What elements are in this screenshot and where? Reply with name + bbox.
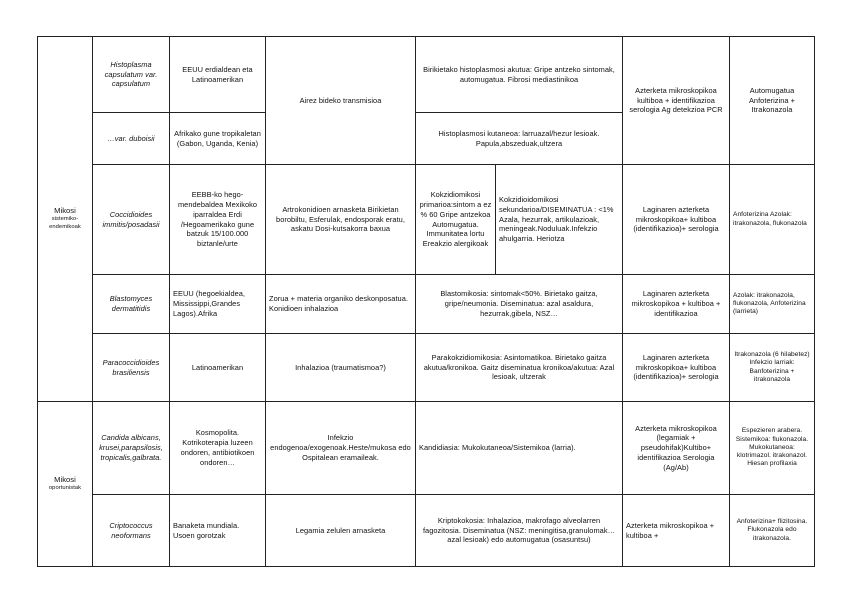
table-row — [38, 402, 815, 495]
diagnosis-cell: Laginaren azterketa mikroskopikoa+ kultiboa (identifikazioa)+ serologia — [623, 165, 730, 275]
treatment-cell: Itrakonazola (6 hilabetez) Infekzio larriak: Banfoterizina + itrakonazola — [730, 334, 815, 402]
clinic-primary-cell: Kokzidiomikosi primarioa:sintom a ez % 60 Gripe antzekoa Automugatua. Immunitatea lortu Ereakzio alergikoak — [416, 165, 496, 275]
diagnosis-cell: Azterketa mikroskopikoa (legamiak + pseudohifak)Kultibo+ identifikazioa Serologia (Ag/Ab) — [623, 402, 730, 495]
treatment-cell: Espezieren arabera. Sistemikoa: flukonazola. Mukokutaneoa: klotrimazol. itrakonazol. Hiesan profilaxia — [730, 402, 815, 495]
clinic-secondary-cell: Kokzidioidomikosi sekundarioa/DISEMINATUA : <1% Azala, hezurrak, artikulazioak, meningeak.Noduluak.Infekzio ahulgarria. Heriotza — [496, 165, 623, 275]
organism-cell: Histoplasma capsulatum var. capsulatum — [93, 37, 170, 113]
clinic-cell: Kandidiasia: Mukokutaneoa/Sistemikoa (larria). — [416, 402, 623, 495]
mycoses-table — [37, 36, 815, 567]
geography-cell: EEUU (hegoekialdea, Mississippi,Grandes Lagos).Afrika — [170, 275, 266, 334]
clinic-cell: Kriptokokosia: Inhalazioa, makrofago alveolarren fagozitosia. Diseminatua (NSZ: meningitisa,granulomak… azal lesioak) edo automugatua (osasuntsu) — [416, 495, 623, 567]
clinic-cell: Histoplasmosi kutaneoa: larruazal/hezur lesioak. Papula,abszeduak,ultzera — [416, 113, 623, 165]
treatment-cell: Azolak: itrakonazola, flukonazola, Anfoterizina (larrieta) — [730, 275, 815, 334]
table-row — [38, 275, 815, 334]
geography-cell: EEUU erdialdean eta Latinoamerikan — [170, 37, 266, 113]
group-label: Mikosi — [54, 475, 76, 485]
geography-cell: Afrikako gune tropikaletan (Gabon, Uganda, Kenia) — [170, 113, 266, 165]
group-sublabel: oportunistak — [48, 485, 82, 492]
group-cell — [38, 37, 93, 402]
geography-cell: Latinoamerikan — [170, 334, 266, 402]
diagnosis-cell: Azterketa mikroskopikoa + kultiboa + — [623, 495, 730, 567]
organism-cell: Criptococcus neoformans — [93, 495, 170, 567]
transmission-cell: Artrokonidioen arnasketa Birikietan borobiltu, Esferulak, endosporak eratu, askatu Dosi-kutsakorra baxua — [266, 165, 416, 275]
group-cell — [38, 402, 93, 567]
geography-cell: Kosmopolita. Kotrikoterapia luzeen ondoren, antibiotikoen ondoren… — [170, 402, 266, 495]
treatment-cell: Anfoterizina Azolak: itrakonazola, flukonazola — [730, 165, 815, 275]
organism-cell: Coccidioides immitis/posadasii — [93, 165, 170, 275]
organism-cell: Candida albicans, krusei,parapsilosis, tropicalis,galbrata. — [93, 402, 170, 495]
geography-cell: EEBB-ko hego-mendebaldea Mexikoko iparraldea Erdi /Hegoamerikako gune batzuk 15/100.000 biztanle/urte — [170, 165, 266, 275]
geography-cell: Banaketa mundiala. Usoen gorotzak — [170, 495, 266, 567]
table-row — [38, 495, 815, 567]
transmission-cell: Zorua + materia organiko deskonposatua. Konidioen inhalazioa — [266, 275, 416, 334]
transmission-cell: Infekzio endogenoa/exogenoak.Heste/mukosa edo Ospitalean eramaileak. — [266, 402, 416, 495]
organism-cell: …var. duboisii — [93, 113, 170, 165]
clinic-cell: Birikietako histoplasmosi akutua: Gripe antzeko sintomak, automugatua. Fibrosi mediastinikoa — [416, 37, 623, 113]
treatment-cell: Anfoterizina+ flizitosina. Flukonazola edo itrakonazola. — [730, 495, 815, 567]
organism-cell: Blastomyces dermatitidis — [93, 275, 170, 334]
clinic-cell: Parakokzidiomikosia: Asintomatikoa. Birietako gaitza akutua/kronikoa. Gaitz diseminatua kronikoa/akutua: Azal lesioak, ultzerak — [416, 334, 623, 402]
table-row — [38, 37, 815, 113]
organism-cell: Paracoccidioides brasiliensis — [93, 334, 170, 402]
group-sublabel: sistemiko-endemikoak — [49, 216, 81, 230]
transmission-cell: Inhalazioa (traumatismoa?) — [266, 334, 416, 402]
transmission-cell: Airez bideko transmisioa — [266, 37, 416, 165]
clinic-cell: Blastomikosia: sintomak<50%. Birietako gaitza, gripe/neumonia. Diseminatua: azal asaldura, hezurrak,gibela, NSZ… — [416, 275, 623, 334]
table-row — [38, 334, 815, 402]
diagnosis-cell: Azterketa mikroskopikoa kultiboa + identifikazioa serologia Ag detekzioa PCR — [623, 37, 730, 165]
transmission-cell: Legamia zelulen arnasketa — [266, 495, 416, 567]
diagnosis-cell: Laginaren azterketa mikroskopikoa+ kultiboa (identifikazioa)+ serologia — [623, 334, 730, 402]
group-label: Mikosi — [54, 206, 76, 216]
treatment-cell: Automugatua Anfoterizina + Itrakonazola — [730, 37, 815, 165]
table-row — [38, 165, 815, 275]
diagnosis-cell: Laginaren azterketa mikroskopikoa + kultiboa + identifikazioa — [623, 275, 730, 334]
